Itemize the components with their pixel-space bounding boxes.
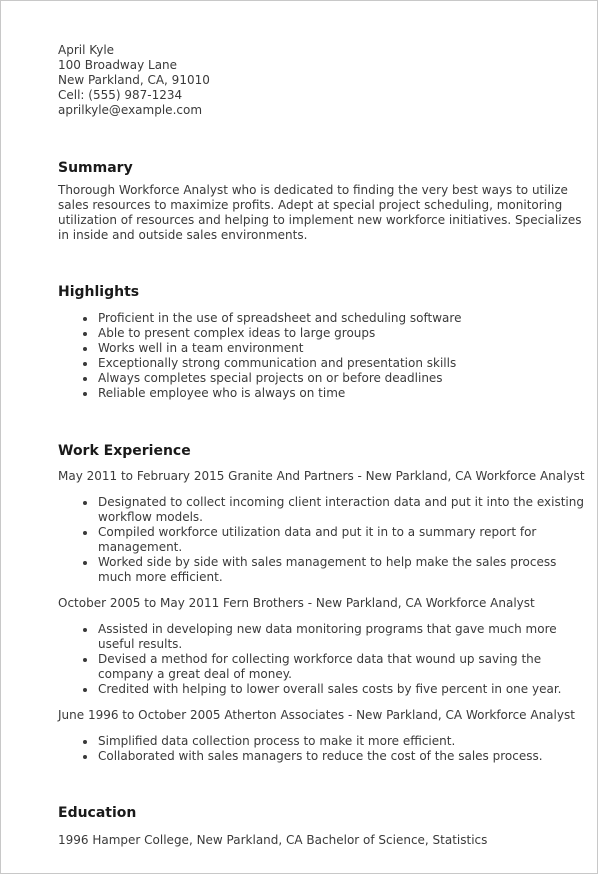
education-entry: 1996 Hamper College, New Parkland, CA Bachelor of Science, Statistics xyxy=(58,833,488,847)
summary-text: Thorough Workforce Analyst who is dedicated to finding the very best ways to utilize sales resources to maximize profits. Adept at special project scheduling, monitoring utilization of resources and helping to implement new workforce initiatives. Specializes in inside and outside sales environments. xyxy=(58,183,582,242)
highlights-list xyxy=(58,311,588,401)
job-bullet: Worked side by side with sales management to help make the sales process much more efficient. xyxy=(98,555,588,585)
job-header: May 2011 to February 2015 Granite And Partners - New Parkland, CA Workforce Analyst xyxy=(58,469,585,483)
highlight-item: Able to present complex ideas to large groups xyxy=(98,326,588,341)
job-bullets xyxy=(58,734,588,764)
contact-block xyxy=(58,43,588,118)
work-experience-heading: Work Experience xyxy=(58,443,191,459)
job-bullet: Assisted in developing new data monitoring programs that gave much more useful results. xyxy=(98,622,588,652)
job-bullet: Collaborated with sales managers to reduce the cost of the sales process. xyxy=(98,749,588,764)
job-bullet: Devised a method for collecting workforce data that wound up saving the company a great deal of money. xyxy=(98,652,588,682)
job-bullet: Credited with helping to lower overall sales costs by five percent in one year. xyxy=(98,682,588,697)
contact-email: aprilkyle@example.com xyxy=(58,103,203,117)
contact-address: 100 Broadway Lane xyxy=(58,58,178,72)
job-header: October 2005 to May 2011 Fern Brothers - New Parkland, CA Workforce Analyst xyxy=(58,596,535,610)
contact-city: New Parkland, CA, 91010 xyxy=(58,73,210,87)
job-bullets xyxy=(58,622,588,697)
job-bullet: Designated to collect incoming client interaction data and put it into the existing workflow models. xyxy=(98,495,588,525)
highlight-item: Exceptionally strong communication and presentation skills xyxy=(98,356,588,371)
job-bullets xyxy=(58,495,588,585)
resume-content xyxy=(58,43,588,848)
contact-name: April Kyle xyxy=(58,43,115,57)
highlight-item: Works well in a team environment xyxy=(98,341,588,356)
job-bullet: Compiled workforce utilization data and put it in to a summary report for management. xyxy=(98,525,588,555)
summary-heading: Summary xyxy=(58,160,133,176)
highlights-heading: Highlights xyxy=(58,284,140,300)
education-heading: Education xyxy=(58,805,137,821)
highlight-item: Reliable employee who is always on time xyxy=(98,386,588,401)
contact-cell: Cell: (555) 987-1234 xyxy=(58,88,183,102)
highlight-item: Always completes special projects on or before deadlines xyxy=(98,371,588,386)
job-bullet: Simplified data collection process to make it more efficient. xyxy=(98,734,588,749)
highlight-item: Proficient in the use of spreadsheet and scheduling software xyxy=(98,311,588,326)
job-header: June 1996 to October 2005 Atherton Associates - New Parkland, CA Workforce Analyst xyxy=(58,708,575,722)
